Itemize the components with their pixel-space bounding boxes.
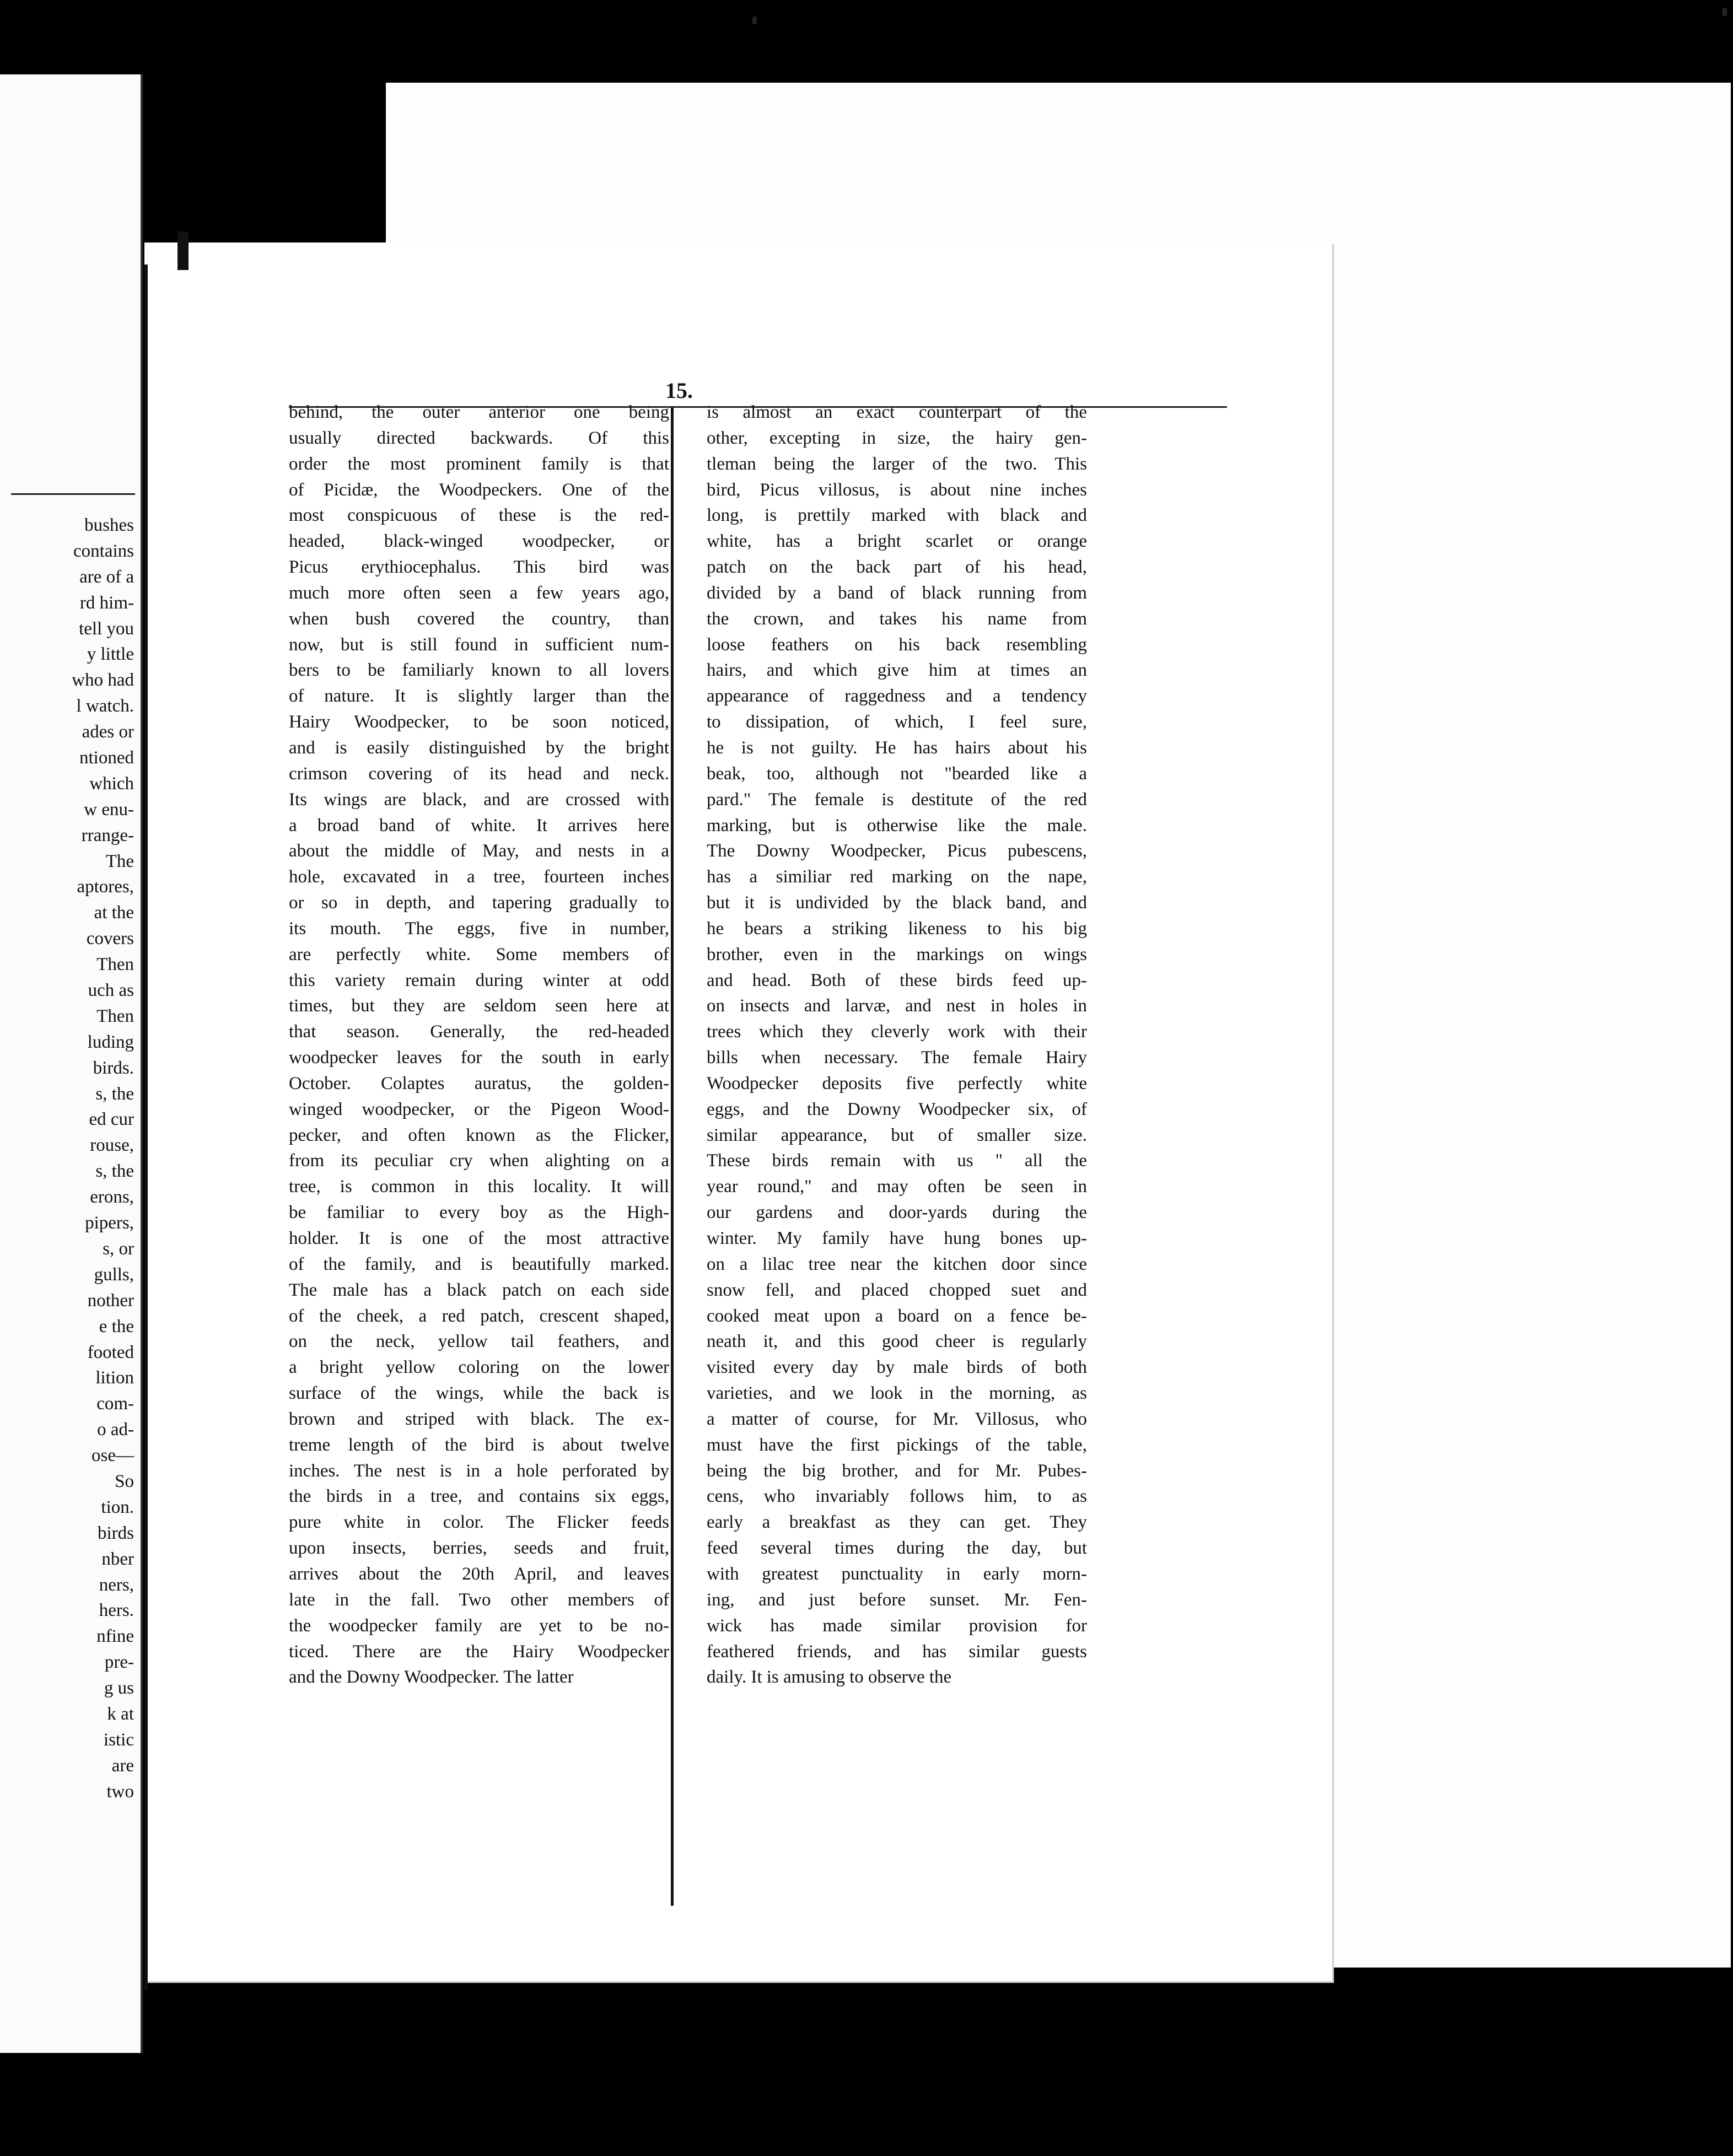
left-column-line: times, but they are seldom seen here at (289, 996, 669, 1016)
right-column-line: a matter of course, for Mr. Villosus, who (707, 1409, 1087, 1429)
previous-page-line: hers. (99, 1600, 134, 1621)
previous-page-line: birds (98, 1523, 134, 1543)
previous-page-line: w enu- (84, 799, 134, 820)
previous-page-line: tion. (101, 1497, 134, 1517)
previous-page-rule (11, 493, 135, 495)
page (144, 242, 1332, 1981)
left-column-line: ticed. There are the Hairy Woodpecker (289, 1641, 669, 1662)
previous-page-line: y little (87, 644, 134, 665)
right-column-line: with greatest punctuality in early morn- (707, 1564, 1087, 1584)
previous-page-line: contains (73, 541, 134, 561)
left-column-line: Picus erythiocephalus. This bird was (289, 557, 669, 578)
right-column-line: trees which they cleverly work with their (707, 1022, 1087, 1042)
previous-page-line: o ad- (97, 1420, 134, 1440)
previous-page-line: lition (95, 1368, 134, 1388)
left-column-line: are perfectly white. Some members of (289, 944, 669, 964)
right-column-line: other, excepting in size, the hairy gen- (707, 428, 1087, 448)
left-column-line: treme length of the bird is about twelve (289, 1435, 669, 1455)
previous-page-line: at the (94, 903, 134, 923)
page-marker (177, 231, 189, 270)
previous-page-line: nfine (96, 1626, 134, 1647)
left-column-line: most conspicuous of these is the red- (289, 505, 669, 526)
left-column-line: that season. Generally, the red-headed (289, 1022, 669, 1042)
right-column-line: has a similiar red marking on the nape, (707, 867, 1087, 887)
left-column-line: bers to be familiarly known to all lovers (289, 660, 669, 681)
right-column-line: daily. It is amusing to observe the (707, 1667, 952, 1688)
previous-page-line: pre- (104, 1652, 134, 1673)
left-column-line: or so in depth, and tapering gradually to (289, 893, 669, 913)
right-column-line: white, has a bright scarlet or orange (707, 531, 1087, 552)
left-column-line: pecker, and often known as the Flicker, (289, 1125, 669, 1145)
previous-page-fragment (0, 74, 143, 2053)
left-column-line: on the neck, yellow tail feathers, and (289, 1332, 669, 1352)
left-column-line: and the Downy Woodpecker. The latter (289, 1667, 574, 1688)
right-column-line: long, is prettily marked with black and (707, 505, 1087, 526)
right-column-line: hairs, and which give him at times an (707, 660, 1087, 681)
previous-page-line: who had (72, 670, 134, 691)
left-column-line: hole, excavated in a tree, fourteen inches (289, 867, 669, 887)
previous-page-line: So (115, 1471, 134, 1491)
left-column-line: woodpecker leaves for the south in early (289, 1048, 669, 1068)
page-number: 15. (665, 378, 693, 403)
previous-page-line: ades or (82, 722, 134, 742)
right-column-line: he bears a striking likeness to his big (707, 918, 1087, 939)
right-column-line: pard." The female is destitute of the red (707, 789, 1087, 810)
left-column (289, 400, 669, 1690)
left-column-line: a broad band of white. It arrives here (289, 815, 669, 836)
left-column-line: of the family, and is beautifully marked. (289, 1254, 669, 1274)
left-column-line: behind, the outer anterior one being (289, 402, 669, 422)
right-column-line: cooked meat upon a board on a fence be- (707, 1306, 1087, 1326)
previous-page-line: aptores, (77, 877, 134, 897)
left-column-line: the woodpecker family are yet to be no- (289, 1615, 669, 1636)
right-column-line: loose feathers on his back resembling (707, 634, 1087, 655)
right-column-line: he is not guilty. He has hairs about his (707, 737, 1087, 758)
previous-page-line: pipers, (85, 1213, 134, 1233)
right-column-line: must have the first pickings of the table, (707, 1435, 1087, 1455)
previous-page-line: ners, (99, 1575, 134, 1595)
left-column-line: much more often seen a few years ago, (289, 583, 669, 603)
previous-page-line: ose— (92, 1446, 134, 1466)
previous-page-line: s, or (103, 1238, 134, 1259)
left-column-line: the birds in a tree, and contains six eggs, (289, 1486, 669, 1507)
right-column-line: and head. Both of these birds feed up- (707, 970, 1087, 990)
right-column-line: marking, but is otherwise like the male. (707, 815, 1087, 836)
right-column-line: Woodpecker deposits five perfectly white (707, 1073, 1087, 1093)
previous-page-line: which (89, 773, 134, 794)
right-column-line: beak, too, although not "bearded like a (707, 763, 1087, 784)
left-column-line: now, but is still found in sufficient num- (289, 634, 669, 655)
right-column-line: cens, who invariably follows him, to as (707, 1486, 1087, 1507)
right-column-line: early a breakfast as they can get. They (707, 1512, 1087, 1533)
right-column-line: winter. My family have hung bones up- (707, 1228, 1087, 1248)
previous-page-line: com- (96, 1394, 134, 1414)
previous-page-line: istic (104, 1729, 134, 1750)
right-column-line: ing, and just before sunset. Mr. Fen- (707, 1589, 1087, 1610)
right-column-line: on insects and larvæ, and nest in holes in (707, 996, 1087, 1016)
right-column-line: feed several times during the day, but (707, 1538, 1087, 1559)
scan-speck (752, 17, 757, 24)
previous-page-line: birds. (93, 1058, 134, 1078)
previous-page-line: k at (107, 1704, 134, 1724)
left-column-line: Its wings are black, and are crossed with (289, 789, 669, 810)
right-column-line: eggs, and the Downy Woodpecker six, of (707, 1099, 1087, 1119)
previous-page-line: tell you (79, 618, 134, 639)
previous-page-line: g us (104, 1678, 134, 1699)
previous-page-line: Then (96, 1006, 134, 1026)
right-column-line: bird, Picus villosus, is about nine inches (707, 479, 1087, 500)
page-left-border (144, 265, 148, 1990)
left-column-line: about the middle of May, and nests in a (289, 841, 669, 861)
right-column-line: brother, even in the markings on wings (707, 944, 1087, 964)
previous-page-line: footed (87, 1342, 134, 1362)
previous-page-line: luding (87, 1032, 134, 1052)
right-column-line: appearance of raggedness and a tendency (707, 686, 1087, 707)
left-column-line: its mouth. The eggs, five in number, (289, 918, 669, 939)
previous-page-line: ntioned (79, 748, 134, 768)
previous-page-line: ed cur (89, 1109, 134, 1130)
right-column-line: the crown, and takes his name from (707, 608, 1087, 629)
left-column-line: pure white in color. The Flicker feeds (289, 1512, 669, 1533)
scan-speck (1723, 8, 1727, 16)
left-column-line: Hairy Woodpecker, to be soon noticed, (289, 712, 669, 732)
right-column-line: on a lilac tree near the kitchen door since (707, 1254, 1087, 1274)
left-column-line: upon insects, berries, seeds and fruit, (289, 1538, 669, 1559)
right-column-line: but it is undivided by the black band, and (707, 893, 1087, 913)
right-column-line: patch on the back part of his head, (707, 557, 1087, 578)
left-column-line: late in the fall. Two other members of (289, 1589, 669, 1610)
left-column-line: crimson covering of its head and neck. (289, 763, 669, 784)
previous-page-line: are of a (79, 567, 134, 587)
left-column-line: holder. It is one of the most attractive (289, 1228, 669, 1248)
previous-page-line: gulls, (94, 1264, 134, 1285)
previous-page-line: covers (86, 929, 134, 949)
previous-page-line: rd him- (79, 592, 134, 613)
left-column-line: a bright yellow coloring on the lower (289, 1357, 669, 1378)
right-column-line: being the big brother, and for Mr. Pubes- (707, 1460, 1087, 1481)
right-column (707, 400, 1087, 1690)
right-column-line: These birds remain with us " all the (707, 1151, 1087, 1171)
left-column-line: The male has a black patch on each side (289, 1280, 669, 1300)
column-divider (671, 408, 674, 1906)
right-column-line: divided by a band of black running from (707, 583, 1087, 603)
left-column-line: be familiar to every boy as the High- (289, 1203, 669, 1223)
previous-page-line: rouse, (90, 1135, 134, 1156)
previous-page-line: nother (87, 1290, 134, 1311)
previous-page-line: e the (99, 1316, 134, 1336)
previous-page-line: s, the (95, 1084, 134, 1104)
previous-page-line: rrange- (81, 825, 134, 845)
previous-page-line: uch as (88, 980, 134, 1001)
left-column-line: order the most prominent family is that (289, 454, 669, 474)
left-column-line: arrives about the 20th April, and leaves (289, 1564, 669, 1584)
left-column-line: usually directed backwards. Of this (289, 428, 669, 448)
left-column-line: inches. The nest is in a hole perforated by (289, 1460, 669, 1481)
left-column-line: October. Colaptes auratus, the golden- (289, 1073, 669, 1093)
right-column-line: visited every day by male birds of both (707, 1357, 1087, 1378)
previous-page-line: bushes (84, 515, 134, 535)
previous-page-line: l watch. (76, 696, 134, 716)
right-column-line: our gardens and door-yards during the (707, 1203, 1087, 1223)
left-column-line: of nature. It is slightly larger than the (289, 686, 669, 707)
left-column-line: surface of the wings, while the back is (289, 1383, 669, 1404)
right-column-line: varieties, and we look in the morning, as (707, 1383, 1087, 1404)
left-column-line: and is easily distinguished by the bright (289, 737, 669, 758)
left-column-line: of the cheek, a red patch, crescent shaped, (289, 1306, 669, 1326)
left-column-line: of Picidæ, the Woodpeckers. One of the (289, 479, 669, 500)
previous-page-line: s, the (95, 1161, 134, 1182)
right-column-line: bills when necessary. The female Hairy (707, 1048, 1087, 1068)
previous-page-line: erons, (90, 1187, 134, 1208)
previous-page-text (0, 513, 134, 1805)
right-column-line: is almost an exact counterpart of the (707, 402, 1087, 422)
right-column-line: year round," and may often be seen in (707, 1177, 1087, 1197)
right-column-line: snow fell, and placed chopped suet and (707, 1280, 1087, 1300)
left-column-line: winged woodpecker, or the Pigeon Wood- (289, 1099, 669, 1119)
right-column-line: tleman being the larger of the two. This (707, 454, 1087, 474)
previous-page-line: are (111, 1755, 134, 1776)
right-column-line: neath it, and this good cheer is regularly (707, 1332, 1087, 1352)
right-column-line: feathered friends, and has similar guests (707, 1641, 1087, 1662)
right-column-line: wick has made similar provision for (707, 1615, 1087, 1636)
right-column-line: similar appearance, but of smaller size. (707, 1125, 1087, 1145)
previous-page-line: nber (101, 1549, 134, 1569)
left-column-line: this variety remain during winter at odd (289, 970, 669, 990)
previous-page-line: The (105, 851, 134, 871)
left-column-line: headed, black-winged woodpecker, or (289, 531, 669, 552)
left-column-line: when bush covered the country, than (289, 608, 669, 629)
left-column-line: brown and striped with black. The ex- (289, 1409, 669, 1429)
previous-page-line: two (106, 1781, 134, 1802)
previous-page-line: Then (96, 955, 134, 975)
left-column-line: tree, is common in this locality. It will (289, 1177, 669, 1197)
left-column-line: from its peculiar cry when alighting on a (289, 1151, 669, 1171)
right-column-line: to dissipation, of which, I feel sure, (707, 712, 1087, 732)
right-column-line: The Downy Woodpecker, Picus pubescens, (707, 841, 1087, 861)
